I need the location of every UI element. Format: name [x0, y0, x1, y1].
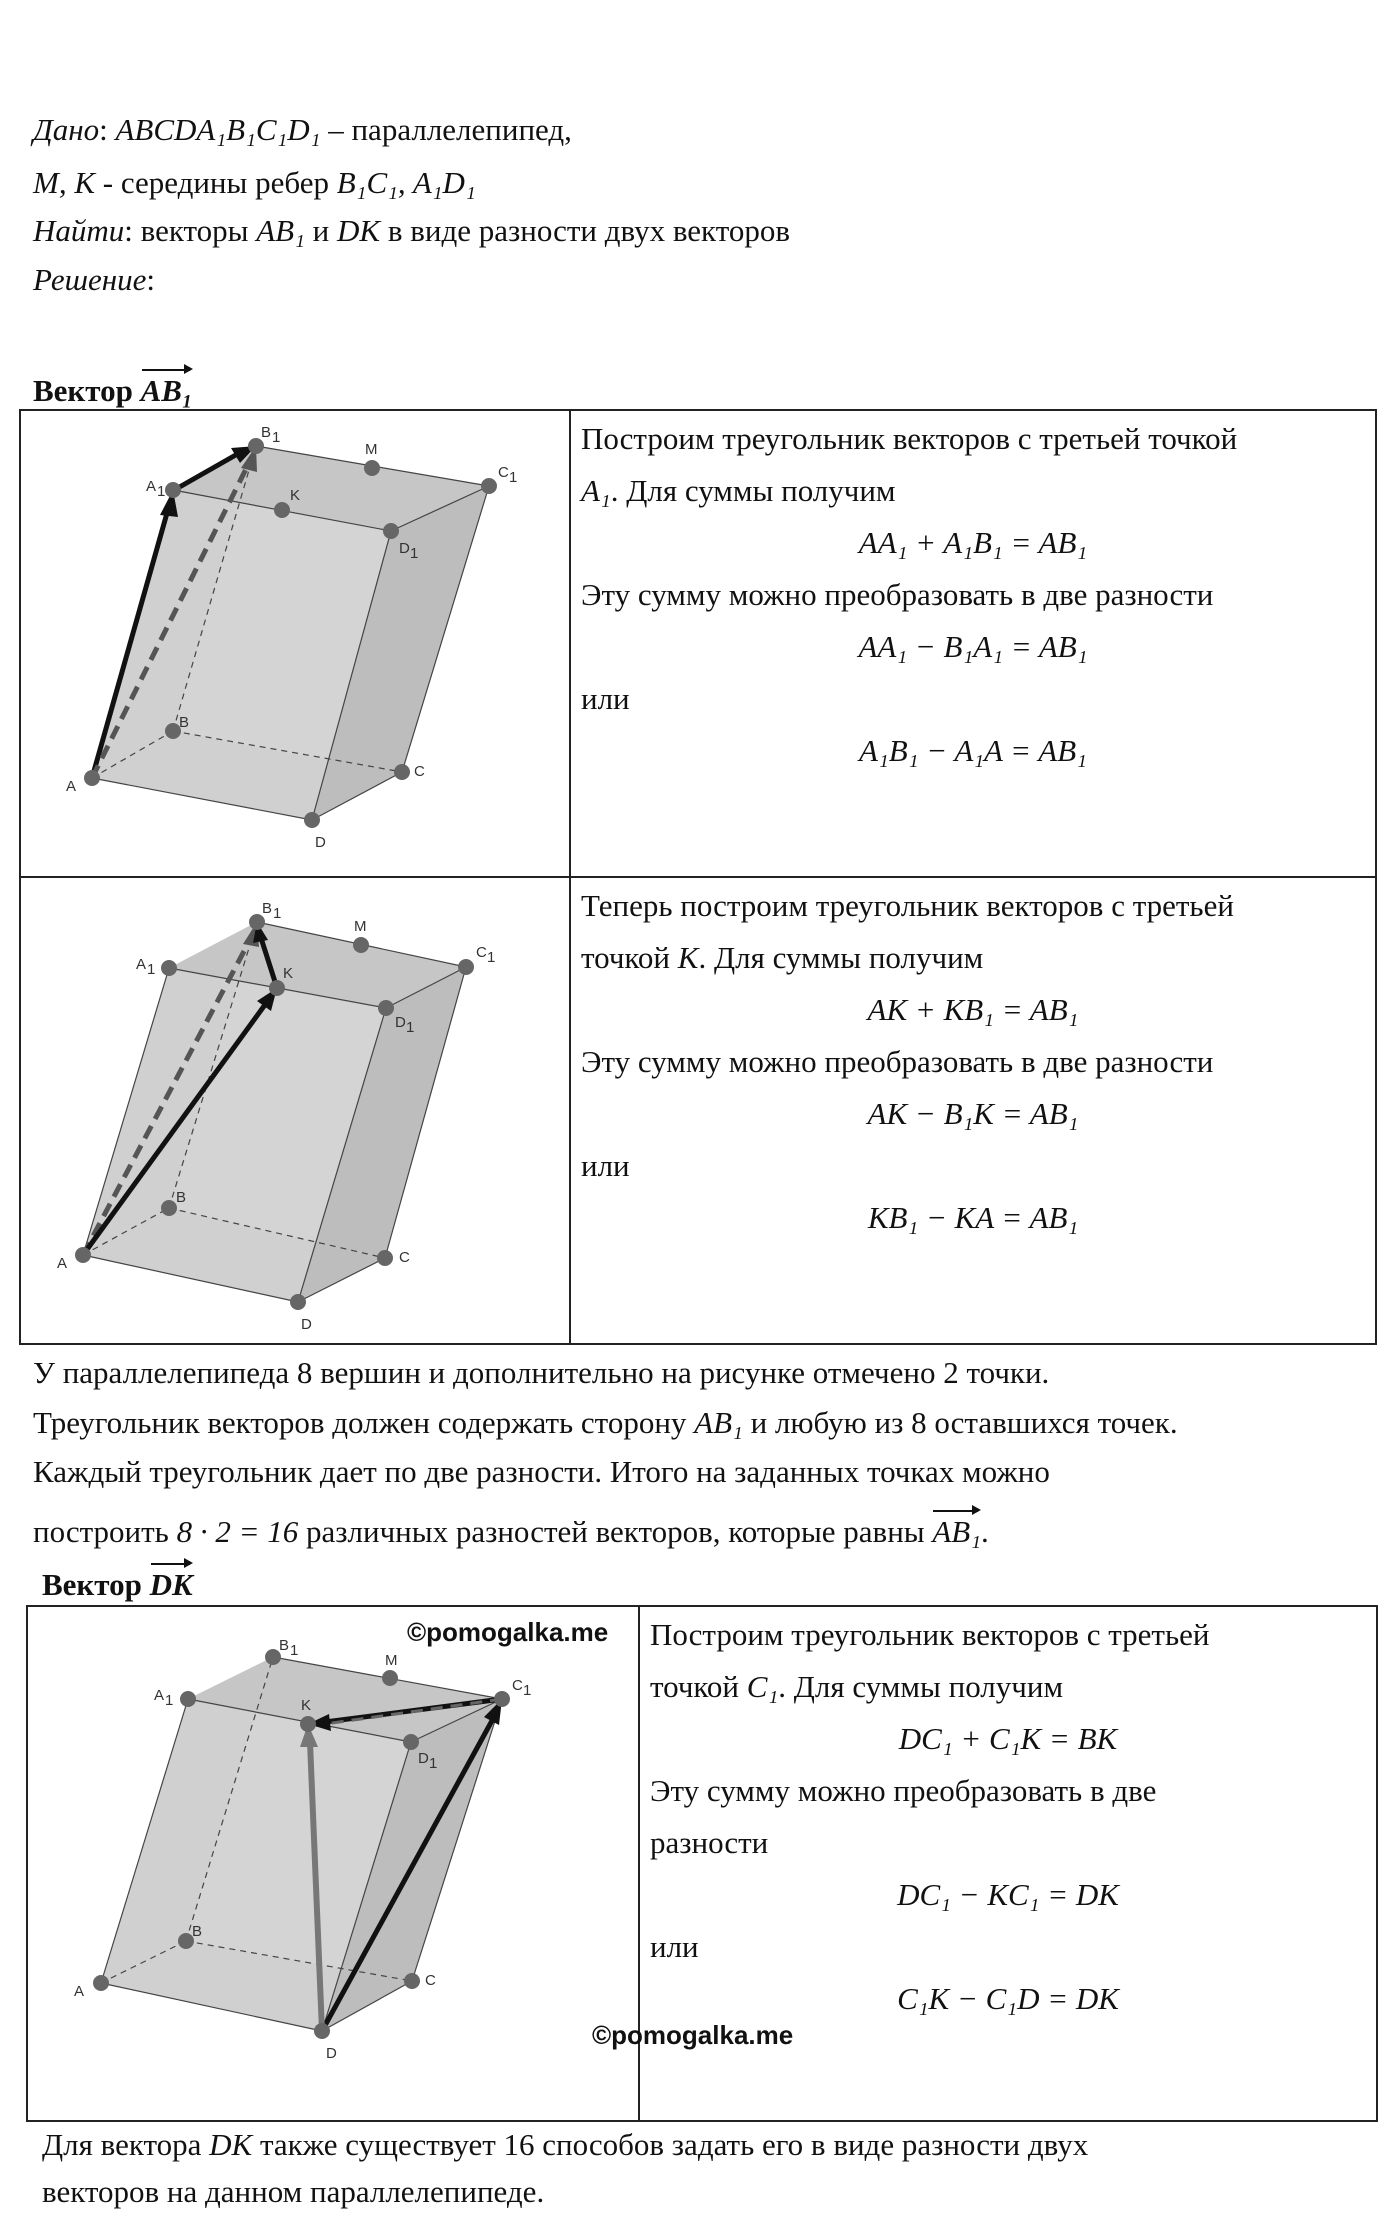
row1-line2-text: . Для суммы получим — [610, 473, 896, 508]
label-c1-sub: 1 — [523, 1682, 532, 1699]
section2-title-vec: DK — [150, 1559, 193, 1605]
given-line: Дано: ABCDA₁B₁C₁D₁ – параллелепипед, — [33, 112, 572, 147]
figure-cell — [20, 410, 570, 877]
midpoints-text: - середины ребер — [102, 165, 329, 200]
label-b1: B — [279, 1637, 290, 1654]
watermark-bottom: ©pomogalka.me — [592, 2020, 794, 2050]
row1-line1: Построим треугольник векторов с третьей точкой — [581, 421, 1238, 456]
section2-title — [42, 1559, 193, 1605]
conclusion1-line3: Каждый треугольник дает по две разности. Итого на заданных точках можно — [33, 1454, 1050, 1489]
conclusion1-line4-b: различных разностей векторов, которые равны — [306, 1514, 925, 1549]
row2-line2-tail: . Для суммы получим — [698, 940, 984, 975]
find-label: Найти — [33, 213, 125, 248]
row2-line2-text: точкой — [581, 940, 671, 975]
section1-title — [33, 365, 193, 411]
label-a1: A — [136, 956, 147, 973]
label-a: A — [66, 778, 77, 795]
row1-point: A₁ — [581, 473, 611, 508]
conclusion1-line4 — [33, 1506, 989, 1552]
figure-cell — [27, 1606, 639, 2121]
text-cell — [570, 877, 1376, 1344]
dk-sum-eq: DC₁ + C₁K = BK — [898, 1721, 1118, 1756]
dk-point: C₁ — [746, 1669, 779, 1704]
row2-diff-eq-1: AK − B₁K = AB₁ — [867, 1096, 1079, 1131]
label-c: C — [414, 763, 425, 780]
conclusion1-line4-end: . — [981, 1514, 989, 1549]
label-d: D — [326, 2045, 337, 2062]
conclusion1-line2-a: Треугольник векторов должен содержать сторону — [33, 1405, 687, 1440]
row1-text — [571, 411, 1375, 779]
conclusion2-line1 — [42, 2125, 1088, 2165]
find-vec-2: DK — [337, 213, 381, 248]
row1-diff-eq-2: A₁B₁ − A₁A = AB₁ — [859, 733, 1087, 768]
section1-title-vec: AB₁ — [141, 365, 193, 411]
dk-transform-1: Эту сумму можно преобразовать в две — [650, 1773, 1157, 1808]
table-row — [20, 410, 1376, 877]
parallelepiped-figure-3 — [28, 1607, 638, 2115]
table-ab1 — [19, 409, 1377, 1345]
label-c: C — [425, 1972, 436, 1989]
dk-line2-tail: . Для суммы получим — [778, 1669, 1064, 1704]
find-vec-1: AB₁ — [256, 213, 305, 248]
find-text-2: в виде разности двух векторов — [387, 213, 790, 248]
label-d1-sub: 1 — [406, 1019, 415, 1036]
label-d1: D — [418, 1750, 429, 1767]
parallelepiped-figure-2 — [21, 878, 569, 1338]
find-line: Найти: векторы AB₁ и DK в виде разности двух векторов — [33, 213, 790, 248]
label-b1-sub: 1 — [272, 429, 281, 446]
conclusion2-line1-b: также существует 16 способов задать его в виде разности двух — [259, 2127, 1089, 2162]
given-object: ABCDA₁B₁C₁D₁ — [115, 112, 321, 147]
label-c1-sub: 1 — [487, 949, 496, 966]
dk-transform-2: разности — [650, 1825, 769, 1860]
label-a1-sub: 1 — [157, 483, 166, 500]
conclusion1-line2-b: и любую из 8 оставшихся точек. — [750, 1405, 1178, 1440]
label-b: B — [179, 714, 190, 731]
label-b1-sub: 1 — [273, 905, 282, 922]
solution-label: Решение — [33, 262, 147, 297]
dk-diff-eq-1: DC₁ − KC₁ = DK — [897, 1877, 1119, 1912]
label-d: D — [301, 1316, 312, 1333]
row2-point: K — [677, 940, 699, 975]
row2-diff-eq-2: KB₁ − KA = AB₁ — [867, 1200, 1079, 1235]
row1-or: или — [581, 681, 630, 716]
section2-title-text: Вектор — [42, 1567, 142, 1602]
row2-text — [571, 878, 1375, 1246]
label-b: B — [192, 1923, 203, 1940]
label-d1-sub: 1 — [429, 1755, 438, 1772]
midpoints-line — [33, 163, 476, 203]
label-m: M — [365, 441, 378, 458]
given-text: – параллелепипед, — [328, 112, 572, 147]
given-label: Дано — [33, 112, 100, 147]
parallelepiped-figure-1 — [21, 411, 569, 871]
midpoints-vars: M, K — [33, 165, 95, 200]
label-d1: D — [399, 540, 410, 557]
conclusion1-line1: У параллелепипеда 8 вершин и дополнительно на рисунке отмечено 2 точки. — [33, 1355, 1050, 1390]
solution-line: Решение: — [33, 262, 155, 297]
label-b1: B — [261, 424, 272, 441]
label-b1-sub: 1 — [290, 1642, 299, 1659]
conclusion2-line2: векторов на данном параллелепипеде. — [42, 2174, 545, 2209]
row2-line1: Теперь построим треугольник векторов с третьей — [581, 888, 1234, 923]
label-k: K — [290, 487, 301, 504]
label-k: K — [301, 1697, 312, 1714]
conclusion1-line4-a: построить — [33, 1514, 169, 1549]
table-row — [20, 877, 1376, 1344]
section1-title-text: Вектор — [33, 373, 133, 408]
dk-row-text — [640, 1607, 1376, 2027]
watermark-top: ©pomogalka.me — [407, 1617, 609, 1647]
row2-transform: Эту сумму можно преобразовать в две разности — [581, 1044, 1214, 1079]
find-and: и — [312, 213, 330, 248]
label-a1-sub: 1 — [147, 961, 156, 978]
row1-line2 — [581, 465, 1365, 517]
row2-sum-eq: AK + KB₁ = AB₁ — [867, 992, 1079, 1027]
figure-cell — [20, 877, 570, 1344]
conclusion1-line2 — [33, 1403, 1178, 1443]
label-b: B — [176, 1189, 187, 1206]
dk-line2-text: точкой — [650, 1669, 740, 1704]
dk-line1: Построим треугольник векторов с третьей — [650, 1617, 1210, 1652]
label-a: A — [57, 1255, 68, 1272]
label-c1: C — [498, 464, 509, 481]
conclusion2-line1-a: Для вектора — [42, 2127, 202, 2162]
row1-transform: Эту сумму можно преобразовать в две разности — [581, 577, 1214, 612]
conclusion1-line4-vec: AB₁ — [932, 1506, 981, 1552]
label-a1-sub: 1 — [165, 1692, 174, 1709]
dk-or: или — [650, 1929, 699, 1964]
label-m: M — [385, 1652, 398, 1669]
dk-line2 — [650, 1661, 1366, 1713]
find-text-1: векторы — [140, 213, 249, 248]
label-c: C — [399, 1249, 410, 1266]
conclusion1-line2-vec: AB₁ — [694, 1405, 743, 1440]
label-c1: C — [476, 944, 487, 961]
label-a1: A — [154, 1687, 165, 1704]
label-d: D — [315, 834, 326, 851]
label-a1: A — [146, 478, 157, 495]
label-c1-sub: 1 — [509, 469, 518, 486]
dk-diff-eq-2: C₁K − C₁D = DK — [897, 1981, 1119, 2016]
label-b1: B — [262, 900, 273, 917]
label-k: K — [283, 965, 294, 982]
conclusion2-line1-vec: DK — [209, 2127, 253, 2162]
label-d1-sub: 1 — [410, 545, 419, 562]
row2-line2 — [581, 932, 1365, 984]
text-cell — [570, 410, 1376, 877]
label-a: A — [74, 1983, 85, 2000]
label-d1: D — [395, 1014, 406, 1031]
midpoints-edges: B₁C₁, A₁D₁ — [336, 165, 476, 200]
row1-sum-eq: AA₁ + A₁B₁ = AB₁ — [858, 525, 1088, 560]
conclusion1-line4-math: 8 · 2 = 16 — [176, 1514, 299, 1549]
label-m: M — [354, 918, 367, 935]
label-c1: C — [512, 1677, 523, 1694]
row1-diff-eq-1: AA₁ − B₁A₁ = AB₁ — [858, 629, 1088, 664]
row2-or: или — [581, 1148, 630, 1183]
